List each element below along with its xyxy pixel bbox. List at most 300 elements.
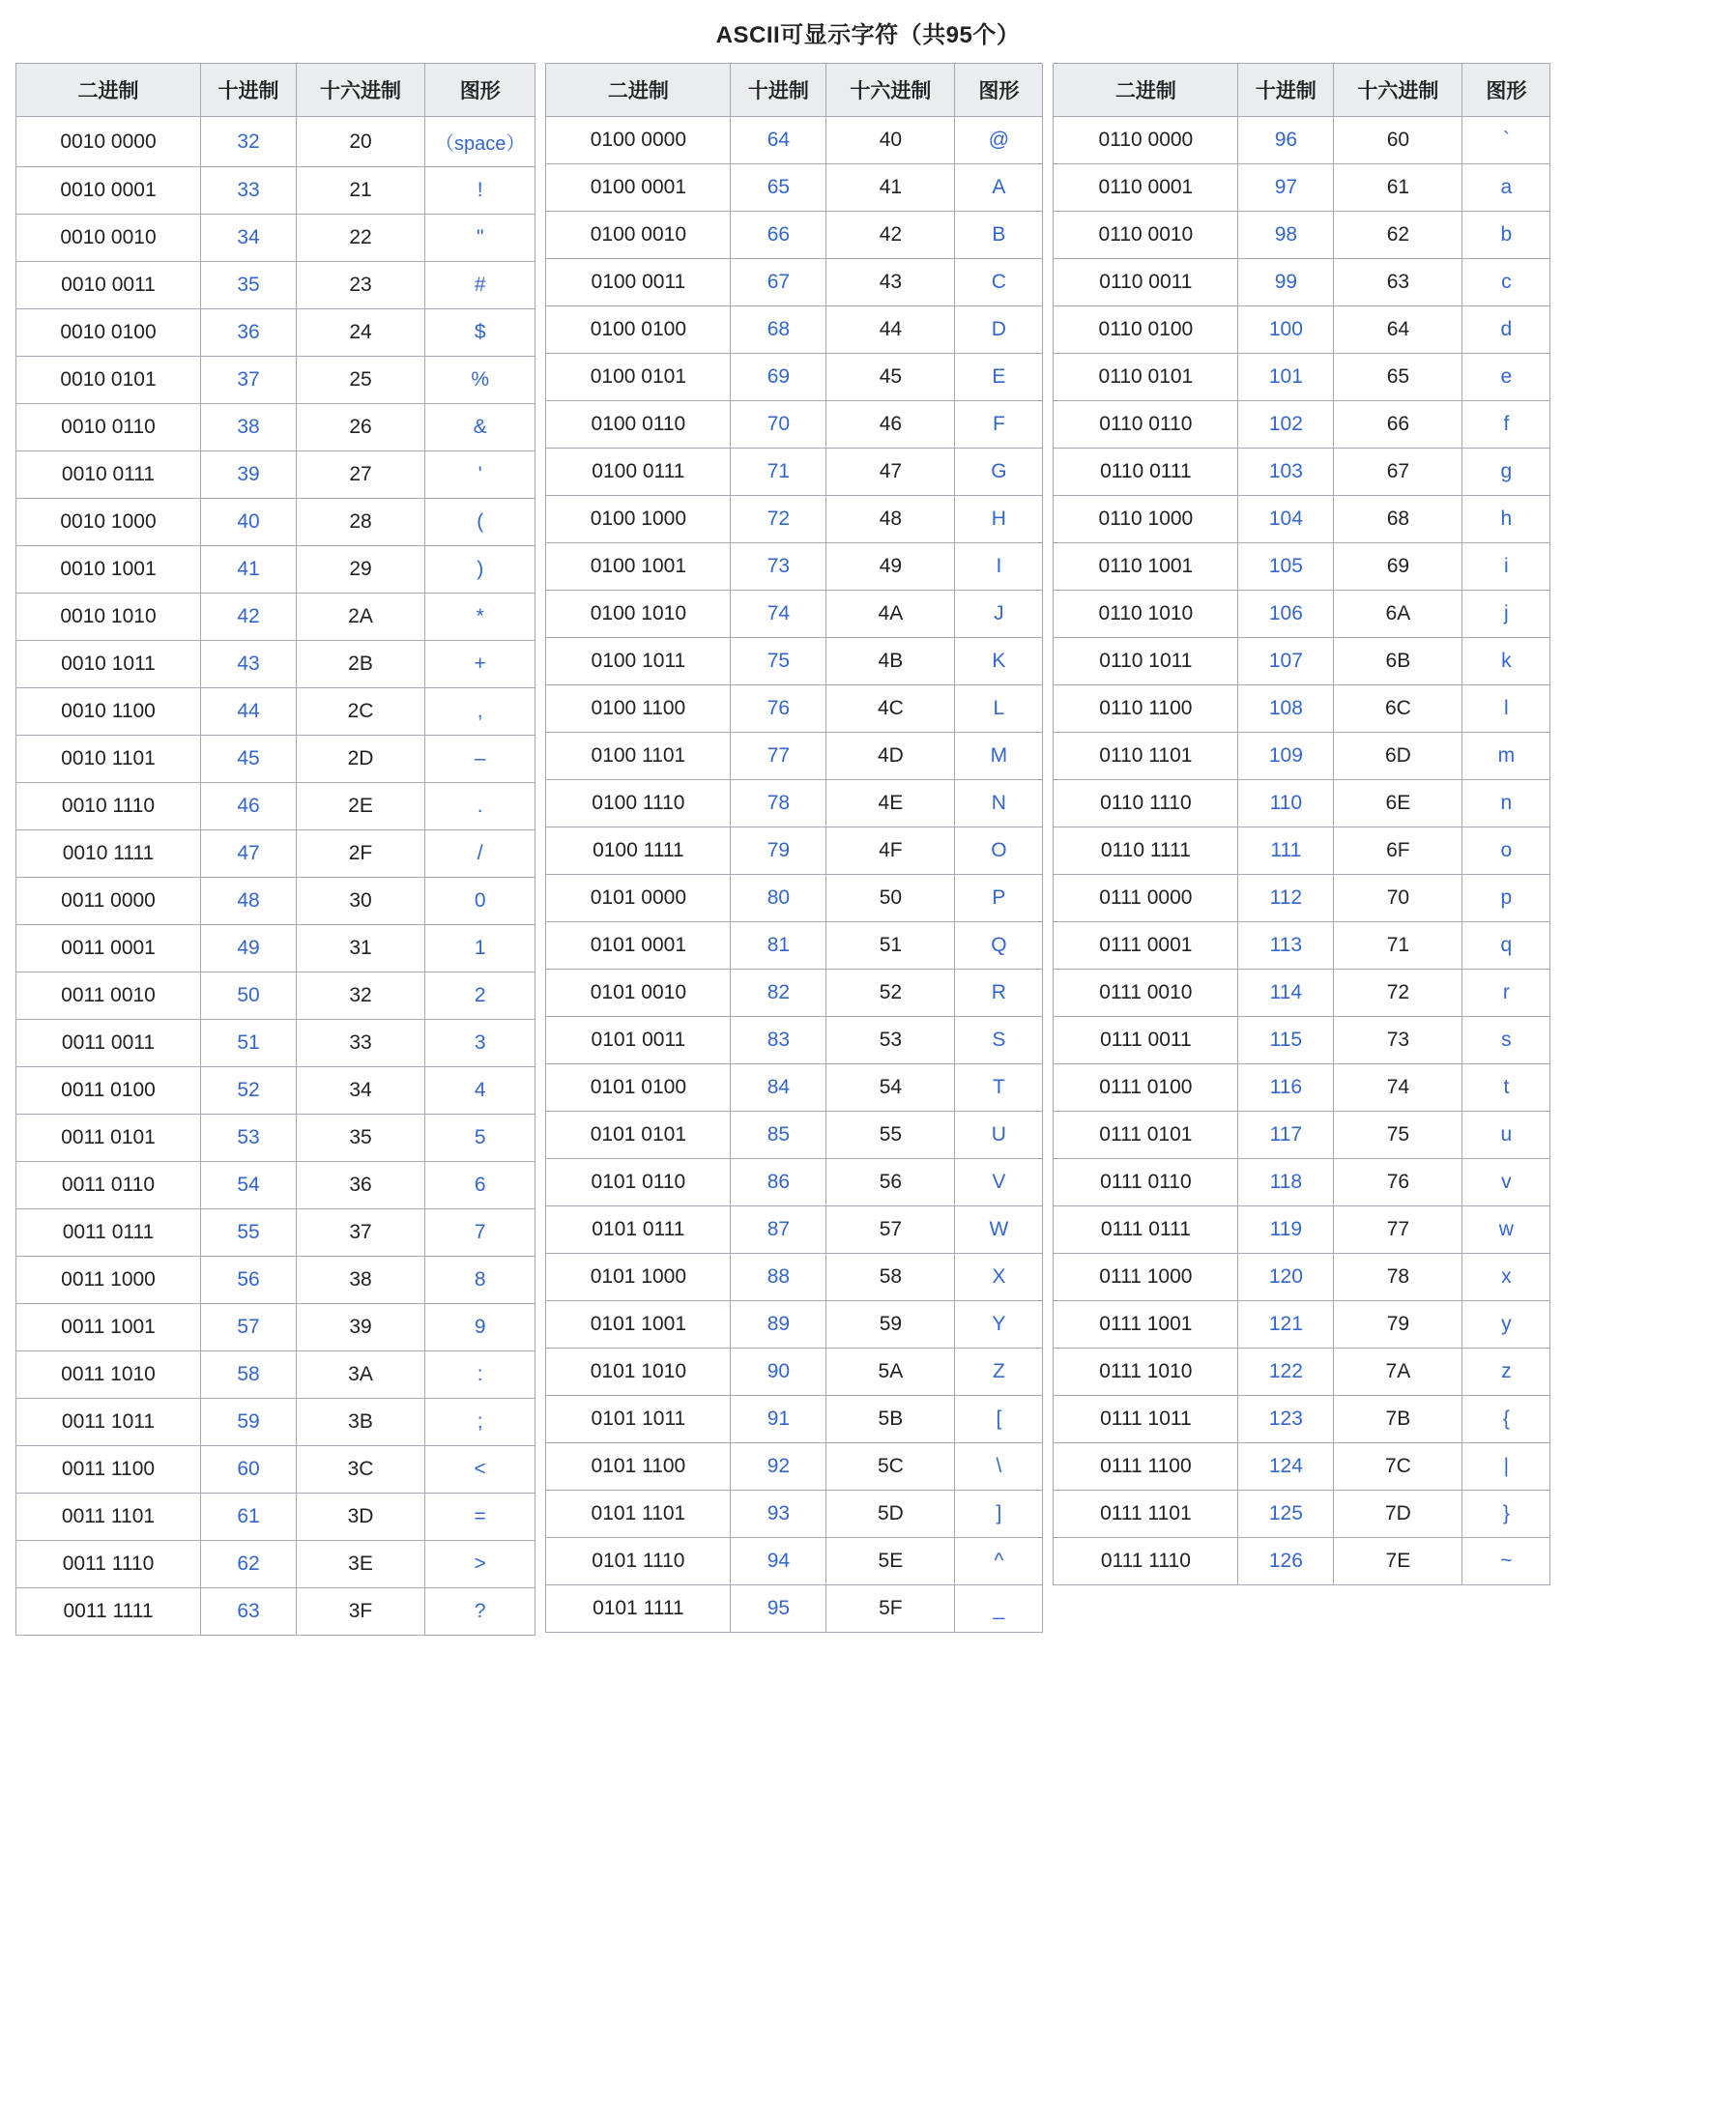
cell-binary: 0111 1101 <box>1054 1491 1238 1538</box>
cell-decimal[interactable]: 113 <box>1238 922 1334 970</box>
cell-hex: 6D <box>1334 733 1462 780</box>
cell-glyph: V <box>955 1159 1043 1206</box>
table-row <box>546 1538 1043 1585</box>
cell-glyph: X <box>955 1254 1043 1301</box>
cell-glyph: B <box>955 212 1043 259</box>
cell-decimal[interactable]: 87 <box>731 1206 826 1254</box>
table-row <box>1054 1159 1550 1206</box>
cell-hex: 47 <box>826 449 955 496</box>
cell-decimal[interactable]: 105 <box>1238 543 1334 591</box>
table-row <box>16 167 535 215</box>
cell-decimal[interactable]: 80 <box>731 875 826 922</box>
cell-decimal[interactable]: 65 <box>731 164 826 212</box>
cell-hex: 5C <box>826 1443 955 1491</box>
cell-glyph: P <box>955 875 1043 922</box>
cell-glyph: a <box>1462 164 1550 212</box>
cell-decimal[interactable]: 67 <box>731 259 826 306</box>
cell-glyph: 6 <box>425 1162 535 1209</box>
cell-decimal[interactable]: 54 <box>201 1162 297 1209</box>
cell-hex: 2A <box>297 594 425 641</box>
cell-hex: 31 <box>297 925 425 972</box>
table-row <box>16 499 535 546</box>
cell-glyph: > <box>425 1541 535 1588</box>
cell-decimal[interactable]: 104 <box>1238 496 1334 543</box>
cell-glyph: ( <box>425 499 535 546</box>
cell-decimal[interactable]: 46 <box>201 783 297 830</box>
cell-decimal[interactable]: 58 <box>201 1351 297 1399</box>
table-row <box>1054 449 1550 496</box>
table-row <box>546 401 1043 449</box>
table-row <box>1054 1538 1550 1585</box>
cell-hex: 58 <box>826 1254 955 1301</box>
table-row <box>16 641 535 688</box>
cell-hex: 57 <box>826 1206 955 1254</box>
cell-decimal[interactable]: 50 <box>201 972 297 1020</box>
cell-decimal[interactable]: 77 <box>731 733 826 780</box>
cell-decimal[interactable]: 64 <box>731 117 826 164</box>
cell-decimal[interactable]: 101 <box>1238 354 1334 401</box>
cell-decimal[interactable]: 117 <box>1238 1112 1334 1159</box>
cell-decimal[interactable]: 35 <box>201 262 297 309</box>
cell-hex: 5F <box>826 1585 955 1633</box>
cell-decimal[interactable]: 120 <box>1238 1254 1334 1301</box>
cell-decimal[interactable]: 121 <box>1238 1301 1334 1349</box>
cell-binary: 0101 1001 <box>546 1301 731 1349</box>
table-row <box>546 259 1043 306</box>
cell-hex: 6B <box>1334 638 1462 685</box>
cell-decimal[interactable]: 89 <box>731 1301 826 1349</box>
cell-decimal[interactable]: 57 <box>201 1304 297 1351</box>
cell-glyph: R <box>955 970 1043 1017</box>
cell-decimal[interactable]: 94 <box>731 1538 826 1585</box>
cell-decimal[interactable]: 70 <box>731 401 826 449</box>
cell-hex: 35 <box>297 1115 425 1162</box>
cell-hex: 74 <box>1334 1064 1462 1112</box>
cell-glyph: ? <box>425 1588 535 1636</box>
cell-decimal[interactable]: 111 <box>1238 827 1334 875</box>
table-row <box>546 970 1043 1017</box>
cell-glyph: @ <box>955 117 1043 164</box>
cell-binary: 0011 0100 <box>16 1067 201 1115</box>
cell-hex: 64 <box>1334 306 1462 354</box>
cell-decimal[interactable]: 73 <box>731 543 826 591</box>
cell-hex: 5E <box>826 1538 955 1585</box>
cell-glyph: { <box>1462 1396 1550 1443</box>
cell-decimal[interactable]: 86 <box>731 1159 826 1206</box>
cell-decimal[interactable]: 76 <box>731 685 826 733</box>
cell-decimal[interactable]: 61 <box>201 1494 297 1541</box>
table-row <box>546 1396 1043 1443</box>
cell-decimal[interactable]: 39 <box>201 451 297 499</box>
table-row <box>16 1115 535 1162</box>
table-row <box>16 1020 535 1067</box>
cell-hex: 45 <box>826 354 955 401</box>
cell-decimal[interactable]: 69 <box>731 354 826 401</box>
cell-decimal[interactable]: 122 <box>1238 1349 1334 1396</box>
cell-glyph: 3 <box>425 1020 535 1067</box>
cell-binary: 0100 1111 <box>546 827 731 875</box>
table-row <box>16 451 535 499</box>
cell-decimal[interactable]: 78 <box>731 780 826 827</box>
cell-glyph: Z <box>955 1349 1043 1396</box>
table-row <box>16 925 535 972</box>
cell-decimal[interactable]: 36 <box>201 309 297 357</box>
cell-decimal[interactable]: 44 <box>201 688 297 736</box>
cell-glyph: d <box>1462 306 1550 354</box>
table-header-row <box>546 64 1043 117</box>
cell-binary: 0010 1001 <box>16 546 201 594</box>
table-row <box>546 212 1043 259</box>
cell-hex: 3B <box>297 1399 425 1446</box>
cell-decimal[interactable]: 71 <box>731 449 826 496</box>
cell-binary: 0110 0001 <box>1054 164 1238 212</box>
table-row <box>1054 591 1550 638</box>
cell-binary: 0111 1100 <box>1054 1443 1238 1491</box>
table-row <box>16 117 535 167</box>
cell-hex: 53 <box>826 1017 955 1064</box>
cell-hex: 76 <box>1334 1159 1462 1206</box>
cell-glyph: L <box>955 685 1043 733</box>
table-row <box>16 783 535 830</box>
cell-decimal[interactable]: 102 <box>1238 401 1334 449</box>
cell-binary: 0100 0110 <box>546 401 731 449</box>
cell-decimal[interactable]: 33 <box>201 167 297 215</box>
table-row <box>1054 1112 1550 1159</box>
cell-hex: 75 <box>1334 1112 1462 1159</box>
cell-binary: 0101 0101 <box>546 1112 731 1159</box>
cell-decimal[interactable]: 108 <box>1238 685 1334 733</box>
table-row <box>16 404 535 451</box>
cell-decimal[interactable]: 75 <box>731 638 826 685</box>
cell-decimal[interactable]: 110 <box>1238 780 1334 827</box>
cell-decimal[interactable]: 98 <box>1238 212 1334 259</box>
cell-decimal[interactable]: 81 <box>731 922 826 970</box>
table-row <box>1054 685 1550 733</box>
table-row <box>16 262 535 309</box>
column-header-binary: 二进制 <box>546 64 731 117</box>
cell-decimal[interactable]: 45 <box>201 736 297 783</box>
cell-binary: 0111 1110 <box>1054 1538 1238 1585</box>
cell-hex: 4B <box>826 638 955 685</box>
cell-binary: 0110 1111 <box>1054 827 1238 875</box>
cell-glyph: p <box>1462 875 1550 922</box>
cell-glyph: h <box>1462 496 1550 543</box>
column-header-decimal: 十进制 <box>201 64 297 117</box>
cell-glyph: y <box>1462 1301 1550 1349</box>
cell-glyph: m <box>1462 733 1550 780</box>
cell-binary: 0111 1000 <box>1054 1254 1238 1301</box>
table-row <box>16 594 535 641</box>
cell-glyph: Q <box>955 922 1043 970</box>
cell-decimal[interactable]: 38 <box>201 404 297 451</box>
cell-hex: 27 <box>297 451 425 499</box>
column-header-hex: 十六进制 <box>826 64 955 117</box>
cell-hex: 7D <box>1334 1491 1462 1538</box>
cell-decimal[interactable]: 114 <box>1238 970 1334 1017</box>
cell-decimal[interactable]: 63 <box>201 1588 297 1636</box>
cell-glyph: + <box>425 641 535 688</box>
cell-binary: 0101 1000 <box>546 1254 731 1301</box>
cell-decimal[interactable]: 93 <box>731 1491 826 1538</box>
table-row <box>16 546 535 594</box>
cell-decimal[interactable]: 124 <box>1238 1443 1334 1491</box>
cell-hex: 39 <box>297 1304 425 1351</box>
cell-binary: 0101 0001 <box>546 922 731 970</box>
cell-binary: 0100 0001 <box>546 164 731 212</box>
cell-decimal[interactable]: 109 <box>1238 733 1334 780</box>
cell-glyph: _ <box>955 1585 1043 1633</box>
cell-decimal[interactable]: 103 <box>1238 449 1334 496</box>
cell-decimal[interactable]: 47 <box>201 830 297 878</box>
cell-decimal[interactable]: 118 <box>1238 1159 1334 1206</box>
cell-decimal[interactable]: 95 <box>731 1585 826 1633</box>
table-row <box>16 830 535 878</box>
cell-decimal[interactable]: 48 <box>201 878 297 925</box>
cell-glyph: % <box>425 357 535 404</box>
cell-binary: 0101 1010 <box>546 1349 731 1396</box>
cell-binary: 0101 0110 <box>546 1159 731 1206</box>
cell-hex: 3E <box>297 1541 425 1588</box>
cell-binary: 0011 1010 <box>16 1351 201 1399</box>
cell-decimal[interactable]: 123 <box>1238 1396 1334 1443</box>
cell-hex: 36 <box>297 1162 425 1209</box>
cell-hex: 70 <box>1334 875 1462 922</box>
column-header-glyph: 图形 <box>425 64 535 117</box>
cell-binary: 0101 0011 <box>546 1017 731 1064</box>
cell-hex: 3F <box>297 1588 425 1636</box>
cell-decimal[interactable]: 92 <box>731 1443 826 1491</box>
cell-hex: 34 <box>297 1067 425 1115</box>
cell-decimal[interactable]: 43 <box>201 641 297 688</box>
table-row <box>546 449 1043 496</box>
cell-binary: 0010 0110 <box>16 404 201 451</box>
cell-hex: 29 <box>297 546 425 594</box>
cell-binary: 0101 1110 <box>546 1538 731 1585</box>
cell-binary: 0010 1101 <box>16 736 201 783</box>
cell-decimal[interactable]: 55 <box>201 1209 297 1257</box>
cell-binary: 0010 1110 <box>16 783 201 830</box>
cell-decimal[interactable]: 119 <box>1238 1206 1334 1254</box>
table-row <box>1054 1254 1550 1301</box>
cell-glyph: J <box>955 591 1043 638</box>
cell-binary: 0110 0000 <box>1054 117 1238 164</box>
cell-glyph: k <box>1462 638 1550 685</box>
cell-decimal[interactable]: 60 <box>201 1446 297 1494</box>
cell-hex: 4D <box>826 733 955 780</box>
cell-glyph: f <box>1462 401 1550 449</box>
cell-hex: 69 <box>1334 543 1462 591</box>
cell-hex: 68 <box>1334 496 1462 543</box>
table-header-row <box>16 64 535 117</box>
cell-glyph: $ <box>425 309 535 357</box>
cell-decimal[interactable]: 62 <box>201 1541 297 1588</box>
cell-binary: 0101 0010 <box>546 970 731 1017</box>
cell-glyph: 4 <box>425 1067 535 1115</box>
table-row <box>546 1112 1043 1159</box>
cell-hex: 4E <box>826 780 955 827</box>
cell-hex: 2B <box>297 641 425 688</box>
cell-glyph: * <box>425 594 535 641</box>
cell-glyph: . <box>425 783 535 830</box>
table-row <box>1054 496 1550 543</box>
cell-glyph: ! <box>425 167 535 215</box>
table-row <box>1054 401 1550 449</box>
table-row <box>546 1159 1043 1206</box>
cell-glyph: g <box>1462 449 1550 496</box>
cell-hex: 4F <box>826 827 955 875</box>
cell-glyph: S <box>955 1017 1043 1064</box>
cell-binary: 0110 1101 <box>1054 733 1238 780</box>
table-row <box>1054 875 1550 922</box>
ascii-tables-container <box>0 63 1736 1636</box>
cell-hex: 65 <box>1334 354 1462 401</box>
cell-glyph: N <box>955 780 1043 827</box>
table-row <box>546 1017 1043 1064</box>
cell-glyph: C <box>955 259 1043 306</box>
cell-glyph: 7 <box>425 1209 535 1257</box>
cell-binary: 0100 1100 <box>546 685 731 733</box>
cell-decimal[interactable]: 99 <box>1238 259 1334 306</box>
table-row <box>16 972 535 1020</box>
cell-decimal[interactable]: 52 <box>201 1067 297 1115</box>
cell-binary: 0101 1100 <box>546 1443 731 1491</box>
table-row <box>1054 1396 1550 1443</box>
table-row <box>546 875 1043 922</box>
cell-hex: 7C <box>1334 1443 1462 1491</box>
cell-hex: 37 <box>297 1209 425 1257</box>
cell-glyph: ] <box>955 1491 1043 1538</box>
column-header-decimal: 十进制 <box>731 64 826 117</box>
cell-hex: 25 <box>297 357 425 404</box>
cell-glyph: 8 <box>425 1257 535 1304</box>
cell-decimal[interactable]: 42 <box>201 594 297 641</box>
cell-glyph: 9 <box>425 1304 535 1351</box>
table-row <box>546 306 1043 354</box>
cell-decimal[interactable]: 88 <box>731 1254 826 1301</box>
table-row <box>1054 1301 1550 1349</box>
cell-decimal[interactable]: 32 <box>201 117 297 167</box>
cell-binary: 0110 0110 <box>1054 401 1238 449</box>
cell-hex: 60 <box>1334 117 1462 164</box>
cell-decimal[interactable]: 85 <box>731 1112 826 1159</box>
cell-hex: 67 <box>1334 449 1462 496</box>
cell-decimal[interactable]: 90 <box>731 1349 826 1396</box>
cell-binary: 0010 0011 <box>16 262 201 309</box>
cell-binary: 0100 1011 <box>546 638 731 685</box>
cell-decimal[interactable]: 68 <box>731 306 826 354</box>
cell-glyph: 0 <box>425 878 535 925</box>
cell-decimal[interactable]: 84 <box>731 1064 826 1112</box>
cell-decimal[interactable]: 107 <box>1238 638 1334 685</box>
cell-decimal[interactable]: 51 <box>201 1020 297 1067</box>
cell-glyph: | <box>1462 1443 1550 1491</box>
cell-glyph: o <box>1462 827 1550 875</box>
table-row <box>546 1349 1043 1396</box>
table-row <box>1054 1491 1550 1538</box>
cell-binary: 0011 0111 <box>16 1209 201 1257</box>
cell-decimal[interactable]: 37 <box>201 357 297 404</box>
cell-hex: 46 <box>826 401 955 449</box>
cell-decimal[interactable]: 116 <box>1238 1064 1334 1112</box>
cell-hex: 22 <box>297 215 425 262</box>
table-row <box>546 543 1043 591</box>
cell-decimal[interactable]: 112 <box>1238 875 1334 922</box>
cell-hex: 33 <box>297 1020 425 1067</box>
table-row <box>1054 1064 1550 1112</box>
cell-glyph: Y <box>955 1301 1043 1349</box>
cell-binary: 0101 0111 <box>546 1206 731 1254</box>
cell-decimal[interactable]: 34 <box>201 215 297 262</box>
cell-decimal[interactable]: 59 <box>201 1399 297 1446</box>
cell-decimal[interactable]: 82 <box>731 970 826 1017</box>
cell-glyph: 5 <box>425 1115 535 1162</box>
cell-decimal[interactable]: 100 <box>1238 306 1334 354</box>
table-row <box>1054 827 1550 875</box>
cell-decimal[interactable]: 49 <box>201 925 297 972</box>
cell-decimal[interactable]: 125 <box>1238 1491 1334 1538</box>
cell-binary: 0100 0000 <box>546 117 731 164</box>
cell-binary: 0101 1111 <box>546 1585 731 1633</box>
table-row <box>1054 543 1550 591</box>
ascii-table-2 <box>545 63 1043 1633</box>
cell-hex: 50 <box>826 875 955 922</box>
cell-decimal[interactable]: 106 <box>1238 591 1334 638</box>
cell-decimal[interactable]: 40 <box>201 499 297 546</box>
cell-decimal[interactable]: 115 <box>1238 1017 1334 1064</box>
column-header-glyph: 图形 <box>1462 64 1550 117</box>
table-row <box>546 733 1043 780</box>
cell-hex: 41 <box>826 164 955 212</box>
table-row <box>546 780 1043 827</box>
cell-decimal[interactable]: 97 <box>1238 164 1334 212</box>
column-header-hex: 十六进制 <box>297 64 425 117</box>
cell-decimal[interactable]: 126 <box>1238 1538 1334 1585</box>
table-row <box>16 1494 535 1541</box>
table-row <box>1054 638 1550 685</box>
cell-hex: 5A <box>826 1349 955 1396</box>
cell-decimal[interactable]: 83 <box>731 1017 826 1064</box>
cell-decimal[interactable]: 74 <box>731 591 826 638</box>
table-row <box>16 1541 535 1588</box>
cell-decimal[interactable]: 41 <box>201 546 297 594</box>
table-row <box>546 1491 1043 1538</box>
table-row <box>1054 212 1550 259</box>
cell-decimal[interactable]: 53 <box>201 1115 297 1162</box>
cell-glyph: U <box>955 1112 1043 1159</box>
table-row <box>546 117 1043 164</box>
cell-binary: 0110 1000 <box>1054 496 1238 543</box>
table-row <box>1054 780 1550 827</box>
cell-decimal[interactable]: 79 <box>731 827 826 875</box>
cell-binary: 0100 0100 <box>546 306 731 354</box>
cell-decimal[interactable]: 91 <box>731 1396 826 1443</box>
cell-hex: 2E <box>297 783 425 830</box>
cell-glyph: w <box>1462 1206 1550 1254</box>
cell-glyph: z <box>1462 1349 1550 1396</box>
cell-glyph: [ <box>955 1396 1043 1443</box>
table-row <box>546 1254 1043 1301</box>
cell-hex: 2D <box>297 736 425 783</box>
cell-hex: 30 <box>297 878 425 925</box>
ascii-table-1-body <box>16 117 535 1636</box>
cell-decimal[interactable]: 96 <box>1238 117 1334 164</box>
cell-binary: 0010 1010 <box>16 594 201 641</box>
cell-glyph: A <box>955 164 1043 212</box>
cell-decimal[interactable]: 66 <box>731 212 826 259</box>
cell-decimal[interactable]: 56 <box>201 1257 297 1304</box>
cell-decimal[interactable]: 72 <box>731 496 826 543</box>
cell-hex: 51 <box>826 922 955 970</box>
